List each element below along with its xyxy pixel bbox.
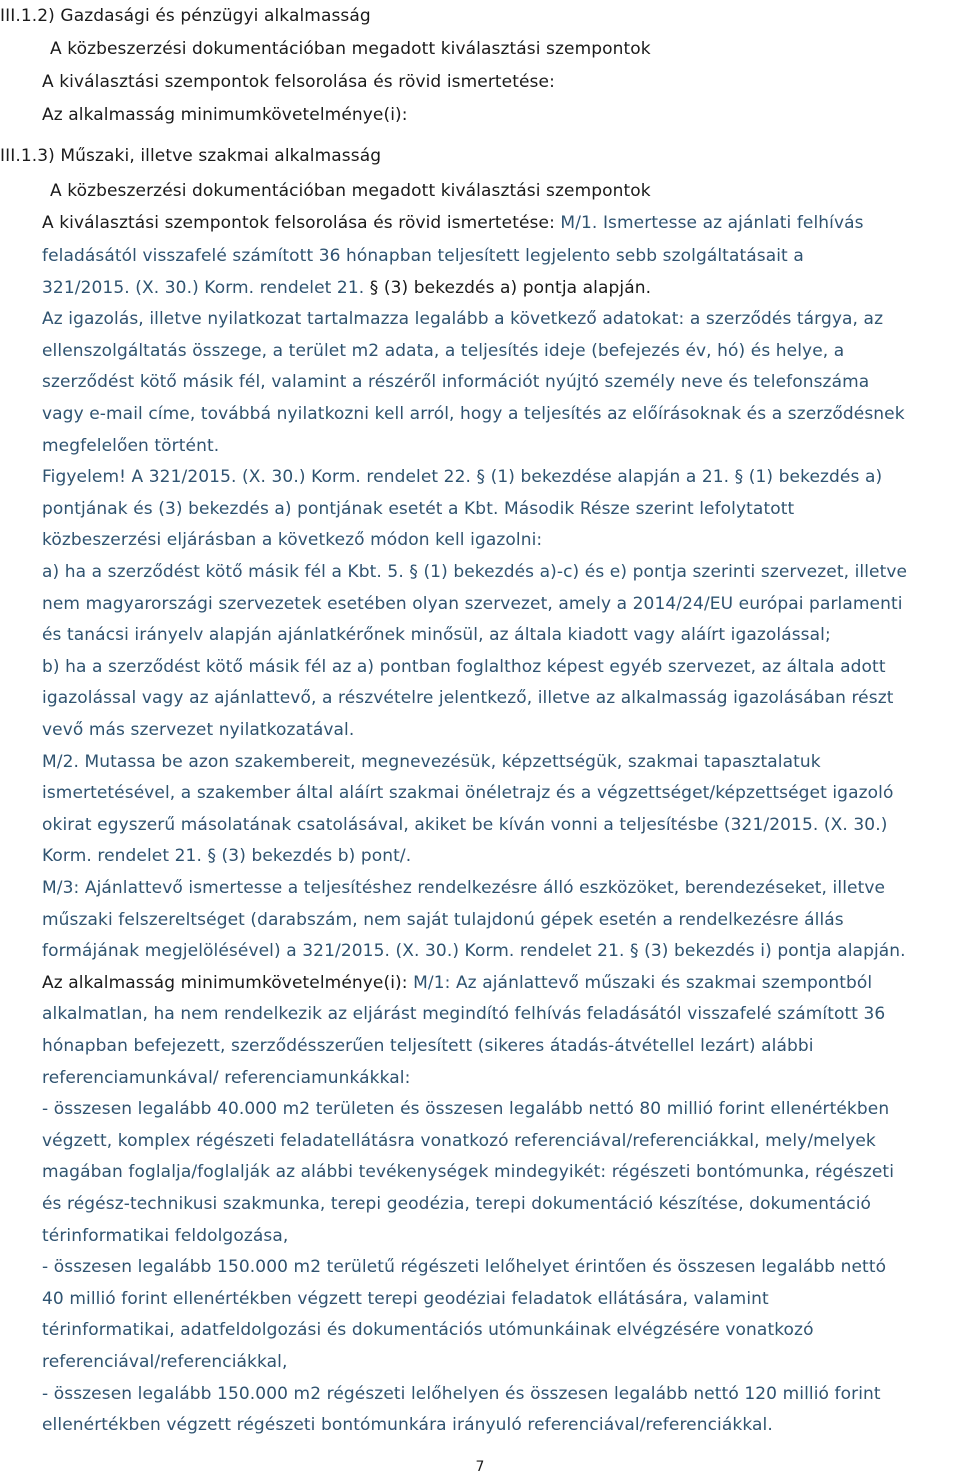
text-line — [42, 561, 907, 583]
text-line — [42, 909, 844, 931]
text-line — [42, 371, 869, 393]
text-line — [42, 877, 885, 899]
text-line — [42, 687, 894, 709]
text-line — [42, 1003, 885, 1025]
text-run: - összesen legalább 150.000 m2 területű régészeti lelőhelyet érintően és összesen legalább nettó — [42, 1257, 887, 1277]
text-run: referenciamunkával/ referenciamunkákkal: — [42, 1068, 411, 1088]
section-number: III.1. — [0, 6, 38, 26]
text-line — [42, 308, 883, 330]
text-run: vagy e-mail címe, továbbá nyilatkozni kell arról, hogy a teljesítés az előírásoknak és a szerződésnek — [42, 404, 905, 424]
text-line: A kiválasztási szempontok felsorolása és rövid ismertetése: — [42, 72, 555, 92]
text-run: M/2. Mutassa be azon szakembereit, megnevezésük, képzettségük, szakmai tapasztalatuk — [42, 752, 821, 772]
text-run: hónapban befejezett, szerződésszerűen teljesített (sikeres átadás-átvétellel lezárt) alábbi — [42, 1036, 814, 1056]
text-line — [42, 403, 905, 425]
text-line — [42, 972, 872, 994]
section-heading — [0, 145, 381, 167]
text-line — [42, 656, 886, 678]
text-line — [42, 529, 542, 551]
text-run: megfelelően történt. — [42, 436, 220, 456]
text-run: végzett, komplex régészeti feladatellátásra vonatkozó referenciával/referenciákkal, mely/melyek — [42, 1131, 876, 1151]
text-line: A közbeszerzési dokumentációban megadott kiválasztási szempontok — [50, 39, 651, 59]
text-line — [42, 1319, 814, 1341]
text-run: 40 millió forint ellenértékben végzett terepi geodéziai feladatok ellátására, valamint — [42, 1289, 769, 1309]
page-number: 7 — [475, 1459, 485, 1475]
text-line: Az alkalmasság minimumkövetelménye(i): — [42, 105, 408, 125]
text-line — [42, 1161, 894, 1183]
text-line — [42, 1098, 889, 1120]
text-line — [42, 1288, 769, 1310]
text-line — [42, 719, 354, 741]
text-run: feladásától visszafelé számított 36 hónapban teljesített legjelento sebb szolgáltatásait a — [42, 246, 804, 266]
text-run: A kiválasztási szempontok felsorolása és rövid ismertetése: — [42, 213, 561, 233]
text-run: b) ha a szerződést kötő másik fél az a) pontban foglalthoz képest egyéb szervezet, az általa adott — [42, 657, 886, 677]
text-line — [42, 340, 844, 362]
text-line — [42, 1193, 871, 1215]
text-run: Korm. rendelet 21. § (3) bekezdés b) pont/. — [42, 846, 412, 866]
section-number: III.1. — [0, 146, 38, 166]
text-run: ellenszolgáltatás összege, a terület m2 adata, a teljesítés ideje (befejezés év, hó) és helye, a — [42, 341, 845, 361]
text-run: műszaki felszereltséget (darabszám, nem saját tulajdonú gépek esetén a rendelkezésre állás — [42, 910, 844, 930]
text-run: Figyelem! A 321/2015. (X. 30.) Korm. rendelet 22. § (1) bekezdése alapján a 21. § (1) bekezdés a) — [42, 467, 883, 487]
text-run: - összesen legalább 150.000 m2 régészeti lelőhelyen és összesen legalább nettó 120 millió forint — [42, 1384, 881, 1404]
text-run: és tanácsi irányelv alapján ajánlatkérőnek minősül, az általa kiadott vagy aláírt igazolással; — [42, 625, 831, 645]
text-line — [42, 212, 864, 234]
text-line — [42, 814, 887, 836]
text-line: A közbeszerzési dokumentációban megadott kiválasztási szempontok — [50, 181, 651, 201]
text-run: nem magyarországi szervezetek esetében olyan szervezet, amely a 2014/24/EU európai parlamenti — [42, 594, 903, 614]
text-run: pontjának és (3) bekezdés a) pontjának esetét a Kbt. Második Része szerint lefolytatott — [42, 499, 795, 519]
text-run: térinformatikai, adatfeldolgozási és dokumentációs utómunkáinak elvégzésére vonatkozó — [42, 1320, 814, 1340]
text-run: § (3) bekezdés a) pontja alapján. — [369, 278, 652, 298]
section-title: 2) Gazdasági és pénzügyi alkalmasság — [37, 6, 371, 26]
text-line — [42, 1351, 287, 1373]
text-run: igazolással vagy az ajánlattevő, a részvételre jelentkező, illetve az alkalmasság igazolásában részt — [42, 688, 894, 708]
text-line — [42, 498, 794, 520]
text-run: referenciával/referenciákkal, — [42, 1352, 288, 1372]
text-line — [42, 245, 804, 267]
text-run: szerződést kötő másik fél, valamint a részéről információt nyújtó személy neve és telefonszáma — [42, 372, 870, 392]
text-line — [42, 1383, 881, 1405]
text-run: alkalmatlan, ha nem rendelkezik az eljárást megindító felhívás feladásától visszafelé számított 36 — [42, 1004, 886, 1024]
text-run: közbeszerzési eljárásban a következő módon kell igazolni: — [42, 530, 543, 550]
text-run: Az alkalmasság minimumkövetelménye(i): — [42, 973, 414, 993]
text-run: magában foglalja/foglalják az alábbi tevékenységek mindegyikét: régészeti bontómunka, régészeti — [42, 1162, 895, 1182]
text-line — [42, 782, 893, 804]
text-line — [42, 624, 831, 646]
text-line — [42, 1414, 773, 1436]
text-run: M/1: Az ajánlattevő műszaki és szakmai szempontból — [413, 973, 873, 993]
text-line — [42, 435, 219, 457]
text-run: térinformatikai feldolgozása, — [42, 1226, 289, 1246]
text-run: formájának megjelölésével) a 321/2015. (X. 30.) Korm. rendelet 21. § (3) bekezdés i) pontja alapján. — [42, 941, 906, 961]
text-line — [42, 1067, 410, 1089]
text-line — [42, 1256, 886, 1278]
text-line — [42, 1035, 814, 1057]
text-run: M/3: Ajánlattevő ismertesse a teljesítéshez rendelkezésre álló eszközöket, berendezéseket, illetve — [42, 878, 886, 898]
section-title: 3) Műszaki, illetve szakmai alkalmasság — [37, 146, 382, 166]
text-run: a) ha a szerződést kötő másik fél a Kbt. 5. § (1) bekezdés a)-c) és e) pontja szerinti szervezet, illetve — [42, 562, 908, 582]
text-line — [42, 593, 903, 615]
text-run: Az igazolás, illetve nyilatkozat tartalmazza legalább a következő adatokat: a szerződés tárgya, az — [42, 309, 884, 329]
section-heading — [0, 5, 371, 27]
text-line — [42, 277, 651, 299]
text-line — [42, 466, 882, 488]
text-line — [42, 1225, 288, 1247]
text-run: M/1. Ismertesse az ajánlati felhívás — [560, 213, 864, 233]
text-run: ellenértékben végzett régészeti bontómunkára irányuló referenciával/referenciákkal. — [42, 1415, 773, 1435]
text-run: és régész-technikusi szakmunka, terepi geodézia, terepi dokumentáció készítése, dokumentáció — [42, 1194, 872, 1214]
text-run: ismertetésével, a szakember által aláírt szakmai önéletrajz és a végzettséget/képzettséget igazoló — [42, 783, 894, 803]
text-run: 321/2015. (X. 30.) Korm. rendelet 21. — [42, 278, 370, 298]
text-run: okirat egyszerű másolatának csatolásával, akiket be kíván vonni a teljesítésbe (321/2015. (X. 30.) — [42, 815, 888, 835]
text-run: - összesen legalább 40.000 m2 területen és összesen legalább nettó 80 millió forint ellenértékben — [42, 1099, 890, 1119]
text-line — [42, 751, 821, 773]
text-line — [42, 940, 906, 962]
text-line — [42, 1130, 876, 1152]
text-run: vevő más szervezet nyilatkozatával. — [42, 720, 355, 740]
text-line — [42, 845, 411, 867]
